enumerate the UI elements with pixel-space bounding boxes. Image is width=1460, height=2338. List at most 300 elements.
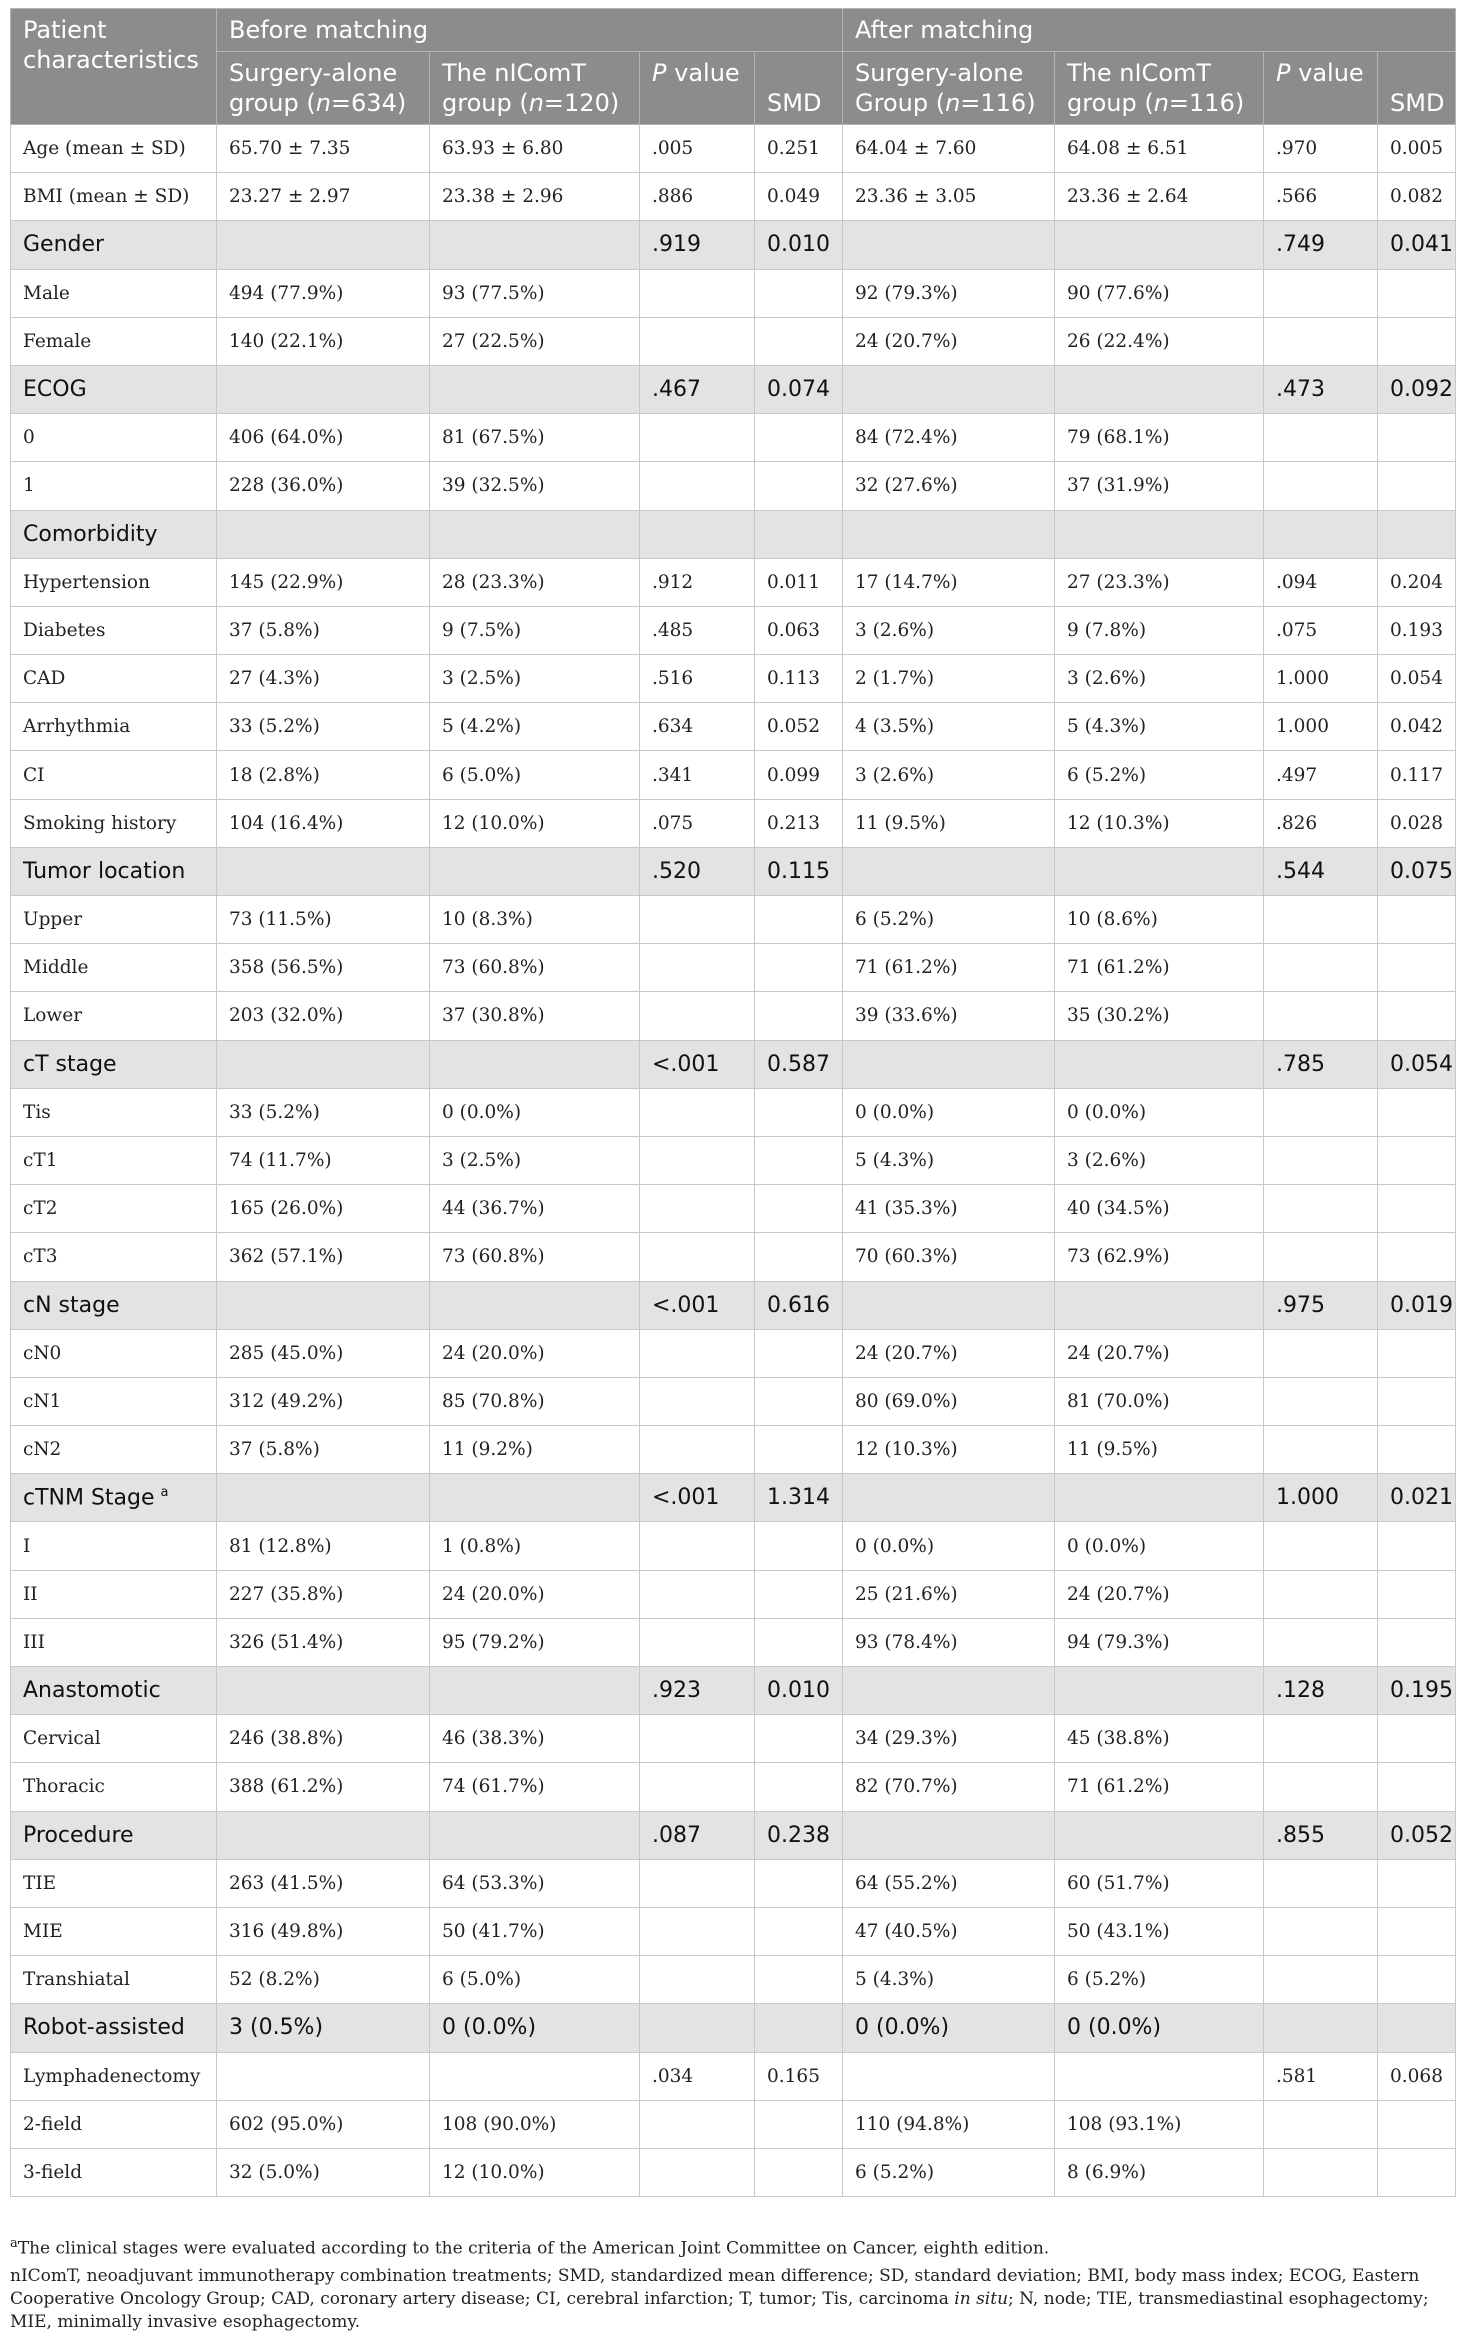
table-cell: 0.115	[755, 847, 843, 895]
table-cell: 0.052	[1378, 1811, 1456, 1859]
table-cell: 0.213	[755, 799, 843, 847]
table-row	[11, 1763, 1456, 1811]
table-cell	[755, 1763, 843, 1811]
table-cell: 74 (11.7%)	[217, 1136, 430, 1184]
table-cell	[1378, 1570, 1456, 1618]
table-cell	[1264, 896, 1378, 944]
table-cell: 246 (38.8%)	[217, 1715, 430, 1763]
table-cell	[1055, 221, 1264, 269]
table-cell	[755, 1715, 843, 1763]
table-cell: 0.042	[1378, 703, 1456, 751]
row-label: CI	[11, 751, 217, 799]
table-cell: 23.36 ± 3.05	[843, 173, 1055, 221]
table-cell: 0.021	[1378, 1474, 1456, 1522]
table-cell: 104 (16.4%)	[217, 799, 430, 847]
row-label: cT3	[11, 1233, 217, 1281]
row-label: 1	[11, 462, 217, 510]
table-cell: 326 (51.4%)	[217, 1618, 430, 1666]
table-cell: 94 (79.3%)	[1055, 1618, 1264, 1666]
table-cell: .544	[1264, 847, 1378, 895]
table-cell	[755, 1136, 843, 1184]
table-row	[11, 173, 1456, 221]
table-cell	[640, 2148, 755, 2196]
row-label: 3-field	[11, 2148, 217, 2196]
table-cell	[755, 944, 843, 992]
table-cell	[640, 1377, 755, 1425]
table-cell: 1 (0.8%)	[430, 1522, 640, 1570]
table-cell: 0.010	[755, 1667, 843, 1715]
table-cell: 0.068	[1378, 2052, 1456, 2100]
table-cell	[1264, 1136, 1378, 1184]
section-row	[11, 365, 1456, 413]
footnote-a-text: The clinical stages were evaluated according to the criteria of the American Joint Committee on Cancer, eighth edition.	[17, 2238, 1050, 2259]
table-cell: 5 (4.3%)	[843, 1136, 1055, 1184]
table-cell: 24 (20.7%)	[843, 317, 1055, 365]
table-cell: 1.000	[1264, 655, 1378, 703]
table-cell: 9 (7.8%)	[1055, 606, 1264, 654]
table-cell	[1378, 1618, 1456, 1666]
table-cell: 52 (8.2%)	[217, 1956, 430, 2004]
table-cell: 0 (0.0%)	[1055, 1522, 1264, 1570]
header-before-nicomt: The nIComT group (n=120)	[430, 52, 640, 125]
header-before-smd: SMD	[755, 52, 843, 125]
table-cell: .634	[640, 703, 755, 751]
table-cell	[1264, 510, 1378, 558]
table-cell: 4 (3.5%)	[843, 703, 1055, 751]
table-cell	[430, 510, 640, 558]
row-label: TIE	[11, 1859, 217, 1907]
row-label: cN0	[11, 1329, 217, 1377]
table-cell: 23.36 ± 2.64	[1055, 173, 1264, 221]
table-cell: .034	[640, 2052, 755, 2100]
table-cell: 358 (56.5%)	[217, 944, 430, 992]
table-cell: 82 (70.7%)	[843, 1763, 1055, 1811]
table-cell: 1.000	[1264, 703, 1378, 751]
header-before-surgery-alone: Surgery-alone group (n=634)	[217, 52, 430, 125]
table-row	[11, 1377, 1456, 1425]
row-label: I	[11, 1522, 217, 1570]
table-cell	[755, 317, 843, 365]
table-cell: 0 (0.0%)	[843, 1088, 1055, 1136]
table-cell	[1378, 510, 1456, 558]
table-cell: 32 (5.0%)	[217, 2148, 430, 2196]
table-cell: 406 (64.0%)	[217, 414, 430, 462]
table-cell	[1378, 1715, 1456, 1763]
row-label: Male	[11, 269, 217, 317]
table-cell	[755, 1570, 843, 1618]
table-cell: 64.04 ± 7.60	[843, 125, 1055, 173]
table-cell: 10 (8.3%)	[430, 896, 640, 944]
table-cell: 32 (27.6%)	[843, 462, 1055, 510]
header-after-nicomt: The nIComT group (n=116)	[1055, 52, 1264, 125]
table-cell: 0.054	[1378, 1040, 1456, 1088]
table-cell	[430, 365, 640, 413]
table-row	[11, 462, 1456, 510]
table-cell	[1055, 510, 1264, 558]
table-cell: 37 (31.9%)	[1055, 462, 1264, 510]
table-cell: 50 (41.7%)	[430, 1907, 640, 1955]
table-cell: 6 (5.2%)	[843, 2148, 1055, 2196]
table-cell	[430, 221, 640, 269]
table-cell: 165 (26.0%)	[217, 1185, 430, 1233]
table-row	[11, 1618, 1456, 1666]
header-after-matching: After matching	[843, 9, 1456, 52]
table-cell	[640, 1715, 755, 1763]
table-cell: 0.251	[755, 125, 843, 173]
table-cell: 494 (77.9%)	[217, 269, 430, 317]
table-row	[11, 1715, 1456, 1763]
table-cell: 79 (68.1%)	[1055, 414, 1264, 462]
table-cell	[430, 1811, 640, 1859]
table-cell: .516	[640, 655, 755, 703]
table-cell: 26 (22.4%)	[1055, 317, 1264, 365]
table-cell	[755, 2004, 843, 2052]
table-row	[11, 125, 1456, 173]
table-cell	[755, 896, 843, 944]
table-cell: 73 (60.8%)	[430, 944, 640, 992]
table-cell	[1378, 1763, 1456, 1811]
table-cell: 23.27 ± 2.97	[217, 173, 430, 221]
table-cell	[843, 847, 1055, 895]
table-cell	[1378, 1956, 1456, 2004]
table-cell	[217, 221, 430, 269]
table-cell	[755, 1233, 843, 1281]
table-cell: 602 (95.0%)	[217, 2100, 430, 2148]
table-cell	[1264, 992, 1378, 1040]
table-cell	[217, 847, 430, 895]
table-cell	[755, 1907, 843, 1955]
table-cell: 0.092	[1378, 365, 1456, 413]
table-cell: 0.074	[755, 365, 843, 413]
table-cell: 6 (5.2%)	[1055, 1956, 1264, 2004]
header-row-groups	[11, 9, 1456, 52]
row-label: II	[11, 1570, 217, 1618]
footnote-abbreviations	[10, 2265, 1450, 2334]
table-cell: 81 (12.8%)	[217, 1522, 430, 1570]
patient-characteristics-table	[10, 8, 1456, 2197]
table-row	[11, 606, 1456, 654]
footnote-a	[10, 2232, 1450, 2261]
table-cell	[1378, 1185, 1456, 1233]
table-cell	[755, 1088, 843, 1136]
footnote-a-marker: a	[10, 2236, 18, 2251]
table-cell: .005	[640, 125, 755, 173]
table-cell: 84 (72.4%)	[843, 414, 1055, 462]
table-row	[11, 944, 1456, 992]
table-cell: 64 (55.2%)	[843, 1859, 1055, 1907]
table-cell: .826	[1264, 799, 1378, 847]
table-row	[11, 1956, 1456, 2004]
row-label: BMI (mean ± SD)	[11, 173, 217, 221]
table-cell	[1378, 2004, 1456, 2052]
table-row	[11, 799, 1456, 847]
table-cell: 37 (5.8%)	[217, 1426, 430, 1474]
table-row	[11, 751, 1456, 799]
table-cell: 5 (4.3%)	[843, 1956, 1055, 2004]
table-cell	[640, 317, 755, 365]
table-cell: 3 (0.5%)	[217, 2004, 430, 2052]
row-label: Smoking history	[11, 799, 217, 847]
table-cell: 64.08 ± 6.51	[1055, 125, 1264, 173]
table-cell: .094	[1264, 558, 1378, 606]
table-cell: 0.193	[1378, 606, 1456, 654]
table-cell: .087	[640, 1811, 755, 1859]
footnote-marker: a	[160, 1485, 169, 1501]
table-cell	[430, 1040, 640, 1088]
table-cell: 6 (5.0%)	[430, 1956, 640, 2004]
table-cell	[843, 1281, 1055, 1329]
table-row	[11, 703, 1456, 751]
table-cell: 92 (79.3%)	[843, 269, 1055, 317]
table-cell	[640, 1088, 755, 1136]
row-label: Lymphadenectomy	[11, 2052, 217, 2100]
header-after-p-value: P value	[1264, 52, 1378, 125]
table-cell: .975	[1264, 1281, 1378, 1329]
section-row	[11, 1040, 1456, 1088]
row-label: Upper	[11, 896, 217, 944]
table-cell: 24 (20.7%)	[1055, 1329, 1264, 1377]
table-cell	[1055, 1281, 1264, 1329]
row-label: Age (mean ± SD)	[11, 125, 217, 173]
table-cell	[1378, 414, 1456, 462]
table-cell: 60 (51.7%)	[1055, 1859, 1264, 1907]
table-cell	[1264, 317, 1378, 365]
row-label: MIE	[11, 1907, 217, 1955]
row-label: Middle	[11, 944, 217, 992]
table-cell: 3 (2.6%)	[843, 751, 1055, 799]
table-cell	[1378, 1907, 1456, 1955]
table-cell	[1055, 1040, 1264, 1088]
table-cell	[755, 1426, 843, 1474]
section-row	[11, 1281, 1456, 1329]
table-cell	[217, 365, 430, 413]
table-cell	[1378, 462, 1456, 510]
table-cell	[843, 1040, 1055, 1088]
section-row	[11, 847, 1456, 895]
table-row	[11, 1570, 1456, 1618]
table-cell: 0.028	[1378, 799, 1456, 847]
table-cell: 312 (49.2%)	[217, 1377, 430, 1425]
row-label: Tis	[11, 1088, 217, 1136]
table-cell: <.001	[640, 1040, 755, 1088]
table-cell: 6 (5.2%)	[843, 896, 1055, 944]
row-label: Tumor location	[11, 847, 217, 895]
table-cell: 388 (61.2%)	[217, 1763, 430, 1811]
table-cell	[640, 1329, 755, 1377]
table-cell: 0.052	[755, 703, 843, 751]
table-cell: 0.041	[1378, 221, 1456, 269]
table-cell: 0.165	[755, 2052, 843, 2100]
table-cell: 81 (67.5%)	[430, 414, 640, 462]
table-cell	[1378, 1377, 1456, 1425]
table-cell	[217, 2052, 430, 2100]
table-cell: 0.204	[1378, 558, 1456, 606]
table-row	[11, 1426, 1456, 1474]
table-cell	[640, 1570, 755, 1618]
row-label: ECOG	[11, 365, 217, 413]
table-row	[11, 2100, 1456, 2148]
table-cell: 3 (2.6%)	[1055, 655, 1264, 703]
table-cell: .485	[640, 606, 755, 654]
table-cell	[755, 269, 843, 317]
table-cell: 285 (45.0%)	[217, 1329, 430, 1377]
row-label: Diabetes	[11, 606, 217, 654]
table-cell	[1264, 2004, 1378, 2052]
row-label: Robot-assisted	[11, 2004, 217, 2052]
table-cell	[1378, 1859, 1456, 1907]
table-cell	[755, 2100, 843, 2148]
row-label: Hypertension	[11, 558, 217, 606]
table-cell	[430, 847, 640, 895]
table-cell: 8 (6.9%)	[1055, 2148, 1264, 2196]
table-cell	[640, 2100, 755, 2148]
table-cell	[843, 221, 1055, 269]
table-cell: 71 (61.2%)	[843, 944, 1055, 992]
table-cell: 0 (0.0%)	[430, 2004, 640, 2052]
table-cell: 0.587	[755, 1040, 843, 1088]
table-cell	[217, 1811, 430, 1859]
table-cell: 316 (49.8%)	[217, 1907, 430, 1955]
table-cell: 80 (69.0%)	[843, 1377, 1055, 1425]
table-cell: 25 (21.6%)	[843, 1570, 1055, 1618]
table-cell	[640, 1233, 755, 1281]
table-cell: .970	[1264, 125, 1378, 173]
table-cell: 0 (0.0%)	[430, 1088, 640, 1136]
table-cell	[1378, 1233, 1456, 1281]
table-cell	[1264, 1715, 1378, 1763]
header-patient-characteristics: Patient characteristics	[11, 9, 217, 125]
table-cell: 18 (2.8%)	[217, 751, 430, 799]
table-cell: 0 (0.0%)	[843, 1522, 1055, 1570]
table-cell	[843, 510, 1055, 558]
table-row	[11, 1859, 1456, 1907]
table-cell: 23.38 ± 2.96	[430, 173, 640, 221]
characteristics-table-container	[10, 8, 1455, 2197]
table-cell	[755, 510, 843, 558]
table-cell	[1055, 1811, 1264, 1859]
table-cell: 3 (2.6%)	[843, 606, 1055, 654]
table-cell	[430, 1474, 640, 1522]
table-cell: 140 (22.1%)	[217, 317, 430, 365]
table-cell: .581	[1264, 2052, 1378, 2100]
table-cell	[640, 510, 755, 558]
table-cell: 3 (2.5%)	[430, 1136, 640, 1184]
table-cell: 0.010	[755, 221, 843, 269]
row-label: cN2	[11, 1426, 217, 1474]
table-cell	[217, 1040, 430, 1088]
header-before-matching: Before matching	[217, 9, 843, 52]
table-cell	[640, 1763, 755, 1811]
section-row	[11, 2004, 1456, 2052]
table-cell	[1264, 1907, 1378, 1955]
table-cell	[640, 896, 755, 944]
table-cell: .855	[1264, 1811, 1378, 1859]
header-row-columns	[11, 52, 1456, 125]
table-cell: 110 (94.8%)	[843, 2100, 1055, 2148]
table-cell	[755, 1522, 843, 1570]
table-cell	[843, 1474, 1055, 1522]
table-row	[11, 317, 1456, 365]
table-cell: 5 (4.3%)	[1055, 703, 1264, 751]
table-cell	[1378, 2148, 1456, 2196]
row-label: Thoracic	[11, 1763, 217, 1811]
table-cell	[1055, 2052, 1264, 2100]
table-cell	[755, 1377, 843, 1425]
table-cell: 35 (30.2%)	[1055, 992, 1264, 1040]
table-row	[11, 2052, 1456, 2100]
header-before-p-value: P value	[640, 52, 755, 125]
table-cell: 0.054	[1378, 655, 1456, 703]
table-cell	[1264, 1426, 1378, 1474]
table-cell: 0.005	[1378, 125, 1456, 173]
table-cell: 0.616	[755, 1281, 843, 1329]
table-cell: 11 (9.5%)	[843, 799, 1055, 847]
table-cell: 73 (11.5%)	[217, 896, 430, 944]
table-cell	[640, 1136, 755, 1184]
table-cell	[640, 1522, 755, 1570]
table-cell: 108 (93.1%)	[1055, 2100, 1264, 2148]
table-cell	[217, 1281, 430, 1329]
row-label: Procedure	[11, 1811, 217, 1859]
table-cell	[843, 2052, 1055, 2100]
table-cell	[1264, 1956, 1378, 2004]
table-cell	[1264, 1570, 1378, 1618]
table-cell: 263 (41.5%)	[217, 1859, 430, 1907]
table-cell	[217, 510, 430, 558]
table-cell: 64 (53.3%)	[430, 1859, 640, 1907]
table-cell: .785	[1264, 1040, 1378, 1088]
table-cell	[1264, 1763, 1378, 1811]
table-cell: 12 (10.0%)	[430, 2148, 640, 2196]
table-cell	[640, 1859, 755, 1907]
table-row	[11, 2148, 1456, 2196]
table-cell: 93 (78.4%)	[843, 1618, 1055, 1666]
table-cell: 24 (20.7%)	[1055, 1570, 1264, 1618]
table-cell: 6 (5.0%)	[430, 751, 640, 799]
table-row	[11, 1136, 1456, 1184]
table-cell	[843, 1667, 1055, 1715]
section-row	[11, 1474, 1456, 1522]
table-cell: 24 (20.0%)	[430, 1329, 640, 1377]
table-cell: .497	[1264, 751, 1378, 799]
table-cell	[1378, 1426, 1456, 1474]
table-cell	[1378, 896, 1456, 944]
table-cell: 0.049	[755, 173, 843, 221]
row-label: Gender	[11, 221, 217, 269]
table-cell: .749	[1264, 221, 1378, 269]
table-cell: .128	[1264, 1667, 1378, 1715]
table-cell: 3 (2.6%)	[1055, 1136, 1264, 1184]
table-cell	[1264, 2100, 1378, 2148]
table-cell: 0.238	[755, 1811, 843, 1859]
table-cell: .912	[640, 558, 755, 606]
table-cell: 17 (14.7%)	[843, 558, 1055, 606]
table-cell: 90 (77.6%)	[1055, 269, 1264, 317]
table-row	[11, 558, 1456, 606]
table-cell: 0.117	[1378, 751, 1456, 799]
table-cell	[640, 992, 755, 1040]
table-cell	[640, 462, 755, 510]
table-cell	[640, 1426, 755, 1474]
table-cell	[640, 944, 755, 992]
table-cell	[1378, 1522, 1456, 1570]
row-label: Cervical	[11, 1715, 217, 1763]
table-cell: 10 (8.6%)	[1055, 896, 1264, 944]
table-cell: 28 (23.3%)	[430, 558, 640, 606]
table-cell	[755, 1618, 843, 1666]
table-cell	[1378, 992, 1456, 1040]
section-row	[11, 1667, 1456, 1715]
